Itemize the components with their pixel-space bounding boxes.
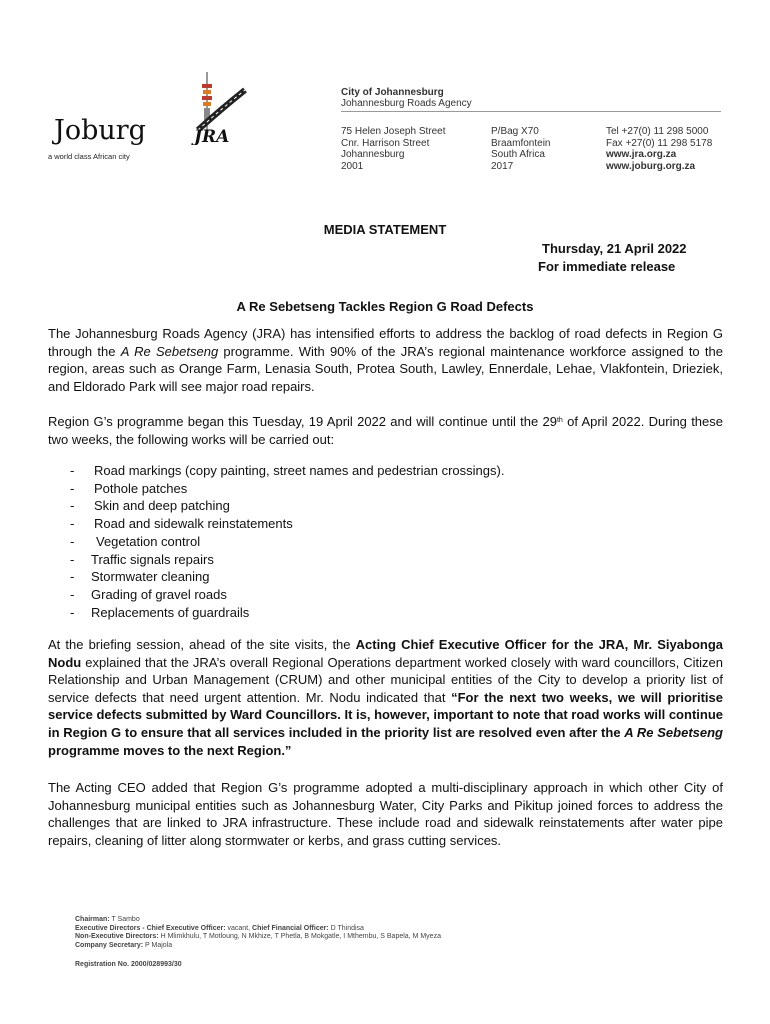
address-line: Cnr. Harrison Street <box>341 137 430 149</box>
telephone: Tel +27(0) 11 298 5000 <box>606 126 709 137</box>
joburg-logo-graphic <box>52 94 162 154</box>
footer-label: Executive Directors - Chief Executive Officer: <box>75 924 226 932</box>
footer-directors <box>75 916 441 950</box>
list-item-text: Replacements of guardrails <box>91 604 250 620</box>
list-item <box>70 568 504 586</box>
org-name: City of Johannesburg <box>341 87 444 98</box>
list-item <box>70 586 504 604</box>
paragraph-schedule <box>48 413 723 448</box>
ceo-name: Acting Chief Executive Officer for the JRA, Mr. Siyabonga Nodu <box>48 637 723 670</box>
header-divider <box>341 111 721 112</box>
address-line: 75 Helen Joseph Street <box>341 126 446 137</box>
text-run: At the briefing session, ahead of the site visits, the <box>48 637 356 652</box>
footer-value: H Mlimkhulu, T Motloung, N Mkhize, T Phetla, B Mokgatle, I Mthembu, S Bapela, M Myeza <box>158 933 441 941</box>
postal-line: South Africa <box>491 149 545 160</box>
list-marker: - <box>70 463 75 478</box>
text-run: programme. With 90% of the JRA’s regional maintenance workforce assigned to the region, areas such as Orange Farm, Lenasia South, Protea South, Lawley, Ennerdale, Lehae, Vlakfontein, Drieziek, and Eldorado Park will see major road repairs. <box>48 343 723 394</box>
list-marker: - <box>70 533 75 549</box>
postal-line: Braamfontein <box>491 137 551 149</box>
address-line: 2001 <box>341 160 364 172</box>
list-item <box>70 604 504 622</box>
list-marker: - <box>70 604 75 620</box>
joburg-tagline: a world class African city <box>48 152 130 161</box>
footer-value: P Majola <box>143 941 173 949</box>
list-item <box>70 497 504 515</box>
statement-date: Thursday, 21 April 2022 <box>542 241 687 256</box>
list-item-text: Traffic signals repairs <box>91 551 214 567</box>
list-item <box>70 533 504 551</box>
website-joburg[interactable]: www.joburg.org.za <box>606 160 696 172</box>
paragraph-briefing <box>48 636 723 759</box>
text-run: of April 2022. During these two weeks, the following works will be carried out: <box>48 414 723 447</box>
programme-name: A Re Sebetseng <box>120 343 219 359</box>
jra-logo <box>190 70 258 145</box>
registration-number: Registration No. 2000/028993/30 <box>75 961 182 968</box>
list-item-text: Road markings (copy painting, street names and pedestrian crossings). <box>94 463 505 478</box>
ordinal-suffix: th <box>556 417 563 424</box>
document-type-title: MEDIA STATEMENT <box>323 222 447 237</box>
postal-line: 2017 <box>491 160 514 172</box>
list-marker: - <box>70 516 75 532</box>
footer-label: Non-Executive Directors: <box>75 933 159 941</box>
list-item <box>70 551 504 569</box>
text-run: Region G’s programme began this Tuesday, 19 April 2022 and will continue until the 29 <box>48 414 557 429</box>
footer-secretary <box>75 942 441 951</box>
paragraph-approach: The Acting CEO added that Region G’s programme adopted a multi-disciplinary approach in which other City of Johannesburg municipal entities such as Johannesburg Water, City Parks and Pikitup joined forces to address the challenges that are linked to JRA infrastructure. These include road and sidewalk reinstatements after water pipe repairs, cleaning of litter along stormwater or kerbs, and grass cutting services. <box>48 780 723 848</box>
list-item <box>70 515 504 533</box>
street-address <box>341 126 446 172</box>
ceo-quote-end: programme moves to the next Region.” <box>48 742 292 758</box>
footer-non-executives <box>75 933 441 942</box>
footer-chairman <box>75 916 441 925</box>
agency-name: Johannesburg Roads Agency <box>341 98 472 109</box>
list-item-text: Road and sidewalk reinstatements <box>94 516 293 532</box>
postal-line: P/Bag X70 <box>491 126 539 137</box>
list-item-text: Stormwater cleaning <box>91 569 210 585</box>
footer-value: D Thindisa <box>328 924 364 932</box>
list-item <box>70 480 504 498</box>
footer-value: T Sambo <box>109 916 140 923</box>
joburg-wordmark: Joburg <box>54 115 146 146</box>
list-marker: - <box>70 480 75 496</box>
list-marker: - <box>70 551 75 567</box>
text-run: The Johannesburg Roads Agency (JRA) has intensified efforts to address the backlog of road defects in Region G through the <box>48 326 723 359</box>
address-line: Johannesburg <box>341 149 405 160</box>
release-note: For immediate release <box>538 259 676 274</box>
fax: Fax +27(0) 11 298 5178 <box>606 137 713 149</box>
list-item-text: Pothole patches <box>94 480 188 496</box>
list-item-text: Vegetation control <box>96 533 201 549</box>
text-run: explained that the JRA’s overall Regional Operations department worked closely with ward councillors, Citizen Relationship and Urban Management (CRUM) and other municipal entities of the City to develop a priority list of service defects that need urgent attention. Mr. Nodu indicated that <box>48 654 723 705</box>
contact-details <box>606 126 712 172</box>
footer-label: Chairman: <box>75 916 110 923</box>
headline: A Re Sebetseng Tackles Region G Road Defects <box>236 299 534 314</box>
footer-value: vacant, <box>225 924 253 932</box>
footer-label: Company Secretary: <box>75 941 144 949</box>
list-marker: - <box>70 569 75 585</box>
works-list <box>70 462 504 621</box>
footer-label: Chief Financial Officer: <box>252 924 329 932</box>
website-jra[interactable]: www.jra.org.za <box>606 149 677 160</box>
paragraph-intro <box>48 325 723 395</box>
jra-wordmark: JRA <box>194 127 230 145</box>
postal-address <box>491 126 550 172</box>
programme-name: A Re Sebetseng <box>624 724 723 740</box>
list-item <box>70 462 504 480</box>
jra-logo-graphic <box>190 70 258 145</box>
list-item-text: Skin and deep patching <box>94 498 230 514</box>
ceo-quote: “For the next two weeks, we will prioritise service defects submitted by Ward Councillors. It is, however, important to note that road works will continue in Region G to ensure that all services included in the priority list are resolved even after the <box>48 689 723 740</box>
list-marker: - <box>70 586 75 602</box>
footer-executives <box>75 925 441 934</box>
list-item-text: Grading of gravel roads <box>91 586 227 602</box>
list-marker: - <box>70 498 75 514</box>
